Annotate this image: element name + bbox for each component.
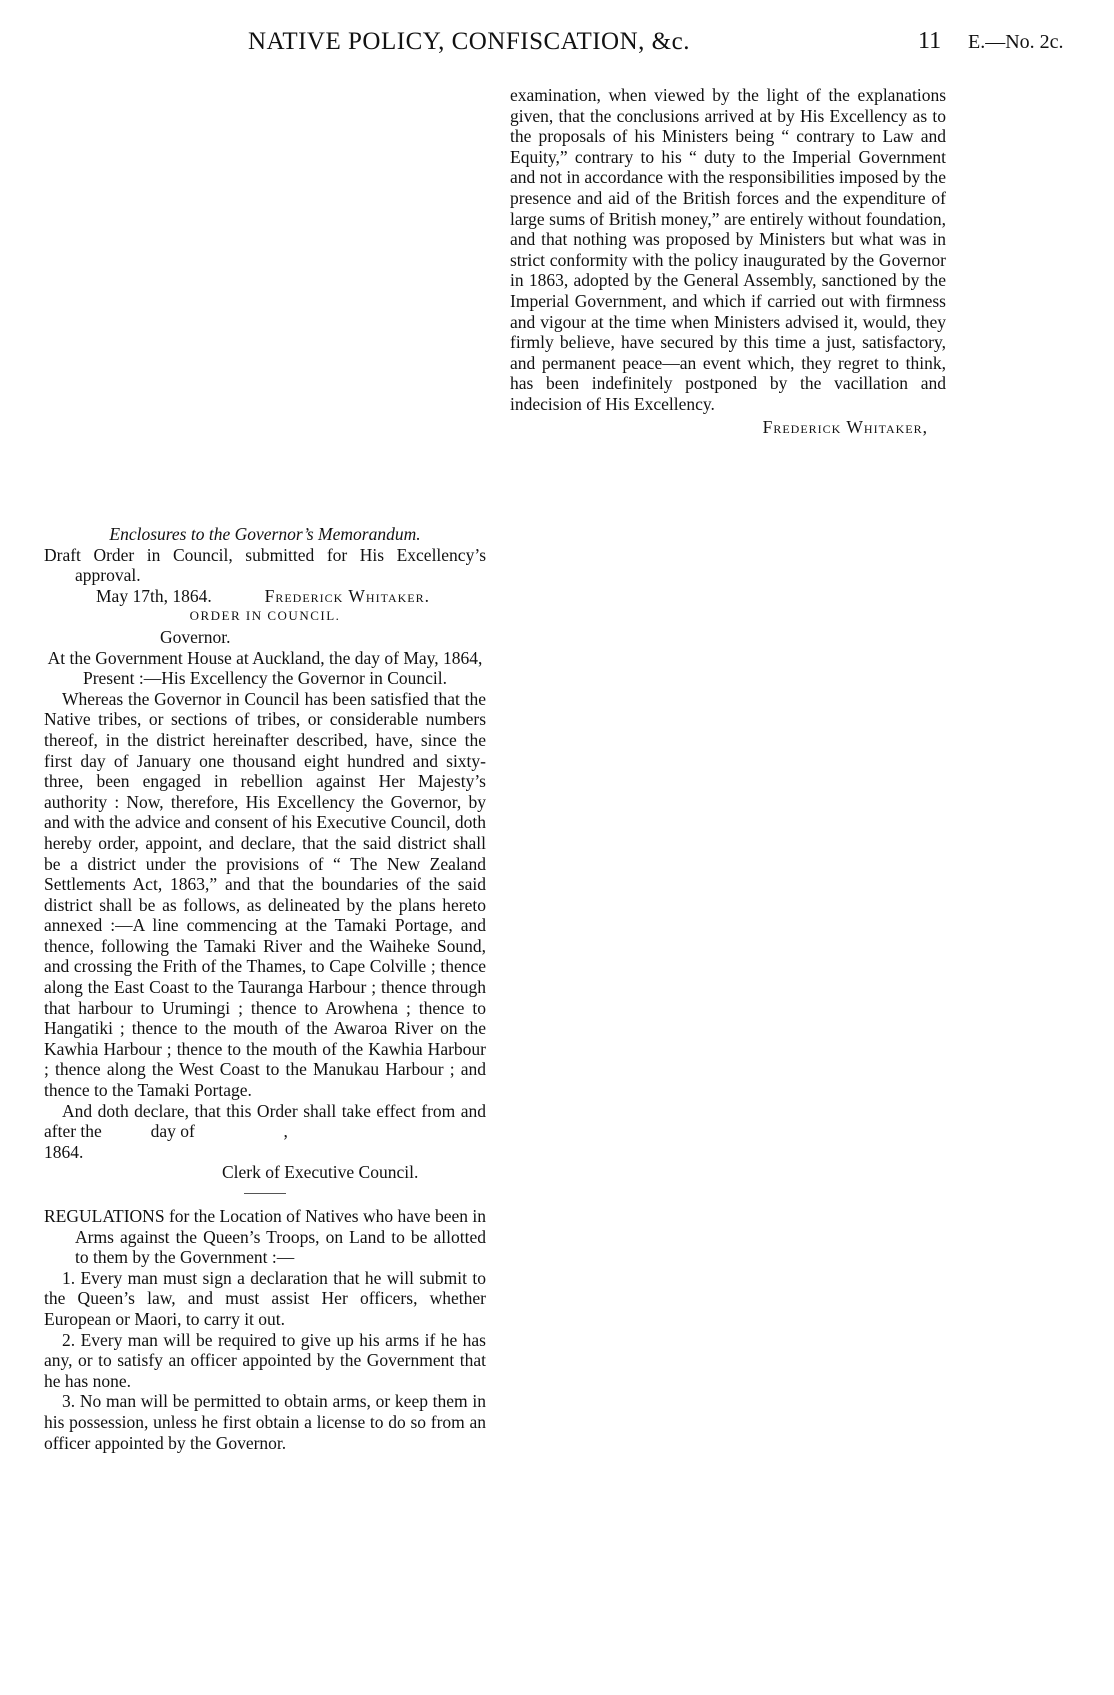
- document-reference: E.—No. 2c.: [968, 31, 1064, 53]
- regulations-title: REGULATIONS for the Location of Natives who have been in Arms against the Queen’s Troops, on Land to be allotted to them by the Government :—: [44, 1206, 486, 1268]
- regulation-item: 3. No man will be permitted to obtain arms, or keep them in his possession, unless he first obtain a license to do so from an officer appointed by the Governor.: [44, 1391, 486, 1453]
- page-title: NATIVE POLICY, CONFISCATION, &c.: [248, 28, 690, 55]
- declare-year: 1864.: [44, 1141, 84, 1162]
- divider: [244, 1193, 286, 1194]
- declare-text: And doth declare, that this Order shall take effect from and after the: [44, 1100, 486, 1142]
- whereas-paragraph: Whereas the Governor in Council has been satisfied that the Native tribes, or sections of tribes, or considerable numbers thereof, in the district hereinafter described, have, since the first day of January one thousand eight hundred and sixty-three, been engaged in rebellion against Her Majesty’s authority : Now, therefore, His Excellency the Governor, by and with the advice and consent of his Executive Council, doth hereby order, appoint, and declare, that the said district shall be a district under the provisions of “ The New Zealand Settlements Act, 1863,” and that the boundaries of the said district shall be as follows, as delineated by the plans hereto annexed :—A line commencing at the Tamaki Portage, and thence, following the Tamaki River and the Waiheke Sound, and crossing the Frith of the Thames, to Cape Colville ; thence along the East Coast to the Tauranga Harbour ; thence through that harbour to Urumingi ; thence to Arowhena ; thence to Hangatiki ; thence to the mouth of the Awaroa River on the Kawhia Harbour ; thence to the mouth of the Kawhia Harbour ; thence along the West Coast to the Manukau Harbour ; and thence to the Tamaki Portage.: [44, 688, 486, 1101]
- regulation-item: 1. Every man must sign a declaration that he will submit to the Queen’s law, and must assist Her officers, whether European or Maori, to carry it out.: [44, 1267, 486, 1329]
- dateline: [44, 586, 486, 607]
- order-heading: ORDER IN COUNCIL.: [189, 608, 341, 624]
- governor-line: Governor.: [160, 626, 231, 647]
- place-line: At the Government House at Auckland, the day of May, 1864,: [47, 647, 483, 668]
- left-column: [44, 524, 486, 1453]
- date-signature: Frederick Whitaker.: [264, 585, 430, 606]
- declare-day: day of: [150, 1121, 195, 1142]
- signature: Frederick Whitaker,: [762, 416, 928, 437]
- declare-comma: ,: [283, 1121, 288, 1142]
- clerk-line: Clerk of Executive Council.: [222, 1162, 419, 1183]
- regulation-item: 2. Every man will be required to give up his arms if he has any, or to satisfy an officer appointed by the Government that he has none.: [44, 1329, 486, 1391]
- enclosures-heading: Enclosures to the Governor’s Memorandum.: [109, 524, 421, 544]
- declare-paragraph: [44, 1101, 486, 1163]
- draft-title: Draft Order in Council, submitted for His Excellency’s approval.: [44, 544, 486, 586]
- right-column: [510, 85, 946, 437]
- page-number: 11: [918, 28, 942, 54]
- present-line: Present :—His Excellency the Governor in Council.: [82, 668, 447, 689]
- draft-date: May 17th, 1864.: [96, 585, 212, 606]
- page-header: [0, 28, 1114, 62]
- memorandum-paragraph: examination, when viewed by the light of the explanations given, that the conclusions arrived at by His Excellency as to the proposals of his Ministers being “ contrary to Law and Equity,” contrary to his “ duty to the Imperial Government and not in accordance with the responsibilities imposed by the presence and aid of the British forces and the expenditure of large sums of British money,” are entirely without foundation, and that nothing was proposed by Ministers but what was in strict conformity with the policy inaugurated by the Governor in 1863, adopted by the General Assembly, sanctioned by the Imperial Government, and which if carried out with firmness and vigour at the time when Ministers advised it, would, they firmly believe, have secured by this time a just, satisfactory, and permanent peace—an event which, they regret to think, has been indefinitely postponed by the vacillation and indecision of His Excellency.: [510, 85, 946, 414]
